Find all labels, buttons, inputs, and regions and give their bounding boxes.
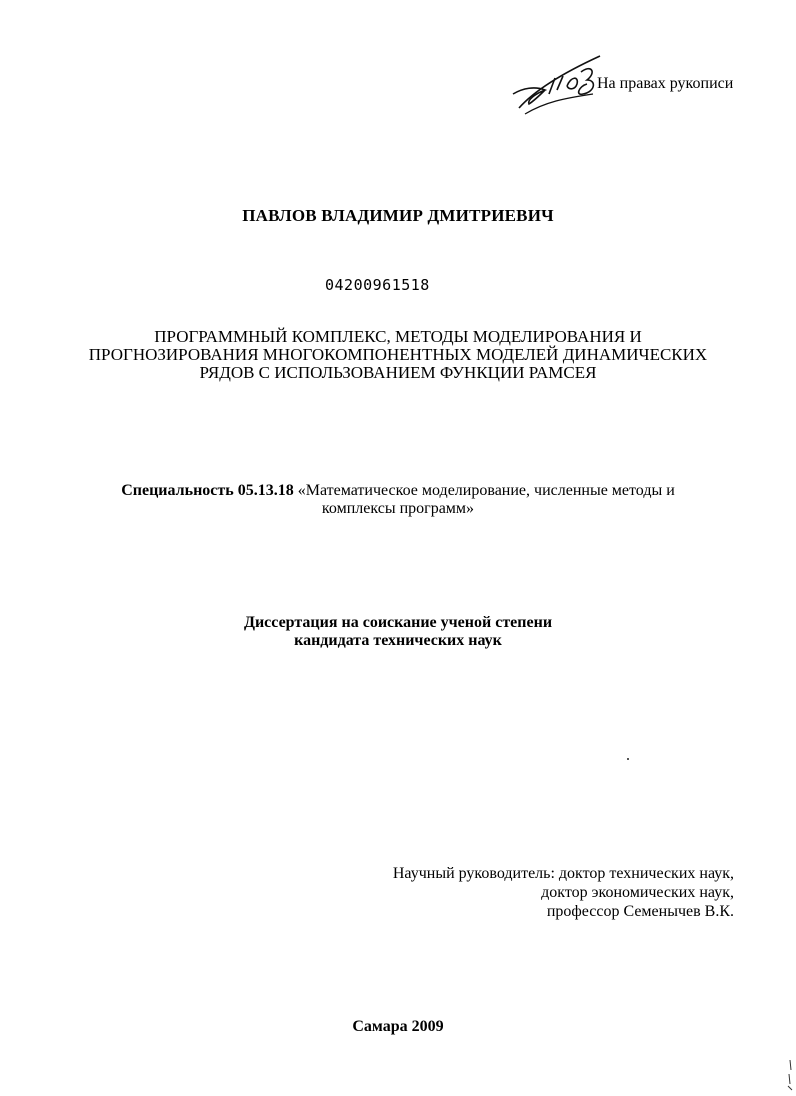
title-line: ПРОГРАММНЫЙ КОМПЛЕКС, МЕТОДЫ МОДЕЛИРОВАНИЯ И xyxy=(154,327,642,346)
degree-line: кандидата технических наук xyxy=(294,632,502,649)
dissertation-title xyxy=(0,328,796,382)
supervisor-line: Научный руководитель: доктор технических наук, xyxy=(392,865,734,882)
speck-mark xyxy=(627,758,629,760)
author-name: ПАВЛОВ ВЛАДИМИР ДМИТРИЕВИЧ xyxy=(242,206,554,225)
specialty-text-continued: комплексы программ» xyxy=(321,500,475,517)
specialty-text: «Математическое моделирование, численные методы и xyxy=(297,482,675,499)
degree-line: Диссертация на соискание ученой степени xyxy=(243,614,553,631)
title-line: РЯДОВ С ИСПОЛЬЗОВАНИЕМ ФУНКЦИИ РАМСЕЯ xyxy=(199,363,597,382)
supervisor-line: доктор экономических наук, xyxy=(541,884,734,901)
specialty-label: Специальность 05.13.18 xyxy=(121,482,294,499)
supervisor-block xyxy=(393,864,734,921)
registry-code: 04200961518 xyxy=(325,276,430,294)
specialty-block xyxy=(0,482,796,518)
degree-block xyxy=(0,614,796,650)
supervisor-line: профессор Семенычев В.К. xyxy=(546,903,734,920)
city-year: Самара 2009 xyxy=(352,1018,444,1035)
rights-note: На правах рукописи xyxy=(597,75,734,92)
specialty-line xyxy=(0,482,796,500)
title-line: ПРОГНОЗИРОВАНИЯ МНОГОКОМПОНЕНТНЫХ МОДЕЛЕЙ ДИНАМИЧЕСКИХ xyxy=(88,345,708,364)
scan-edge-mark xyxy=(786,1058,794,1092)
